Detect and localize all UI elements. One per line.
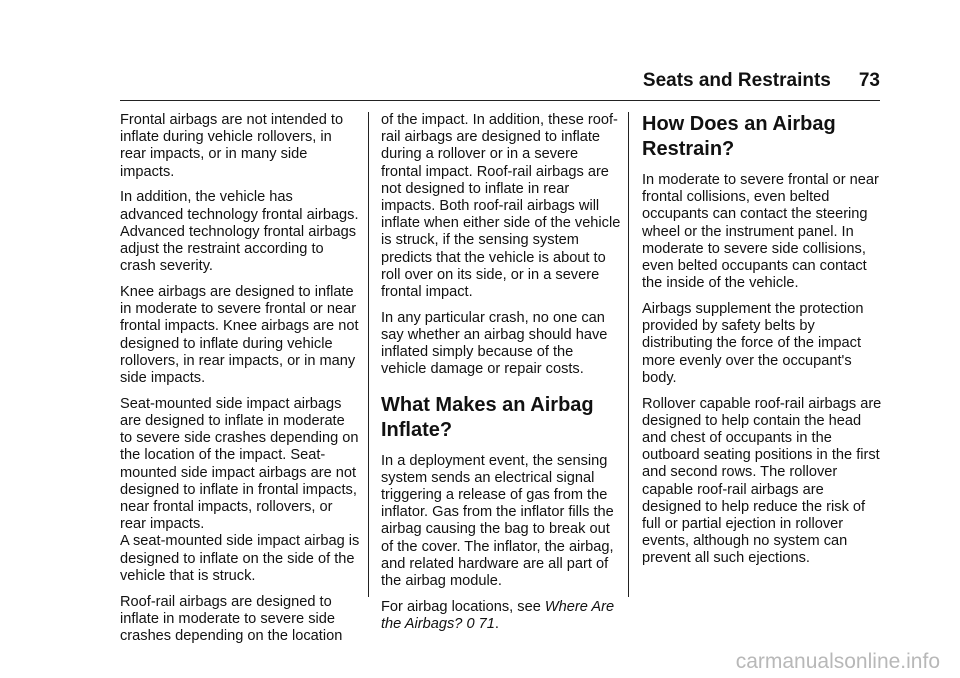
page-ref-number: 71 bbox=[478, 616, 495, 633]
column-divider bbox=[368, 112, 369, 597]
page-header bbox=[0, 70, 880, 92]
paragraph: Roof-rail airbags are designed to inflate in moderate to severe side crashes depending on the location bbox=[120, 593, 343, 645]
section-heading-what-makes-airbag-inflate: What Makes an Airbag Inflate? bbox=[381, 393, 594, 441]
paragraph: In moderate to severe frontal or near frontal collisions, even belted occupants can contact the steering wheel or the instrument panel. In moderate to severe side collisions, even belted occupants can contact the inside of the vehicle. bbox=[642, 172, 879, 292]
section-title: Seats and Restraints bbox=[642, 70, 831, 91]
paragraph-airbag-locations: For airbag locations, see Where Are the Airbags? 0 71. bbox=[381, 598, 615, 633]
paragraph: Airbags supplement the protection provided by safety belts by distributing the force of the impact more evenly over the occupant's body. bbox=[642, 301, 864, 386]
paragraph: In addition, the vehicle has advanced technology frontal airbags. Advanced technology frontal airbags adjust the restraint according to crash severity. bbox=[120, 189, 359, 275]
watermark: carmanualsonline.info bbox=[735, 650, 940, 673]
header-rule bbox=[120, 100, 880, 101]
paragraph: In a deployment event, the sensing system sends an electrical signal triggering a release of gas from the inflator. Gas from the inflator fills the airbag causing the bag to break out of the cover. The inflator, the airbag, and related hardware are all part of the airbag module. bbox=[381, 452, 614, 590]
column-1 bbox=[120, 112, 360, 654]
paragraph: A seat-mounted side impact airbag is designed to inflate on the side of the vehicle that is struck. bbox=[120, 533, 360, 584]
page-number: 73 bbox=[858, 70, 880, 91]
paragraph-text: For airbag locations, see bbox=[381, 598, 545, 615]
paragraph: Frontal airbags are not intended to inflate during vehicle rollovers, in rear impacts, or in many side impacts. bbox=[120, 112, 344, 180]
paragraph: In any particular crash, no one can say whether an airbag should have inflated simply because of the vehicle damage or repair costs. bbox=[381, 309, 608, 378]
paragraph: Knee airbags are designed to inflate in moderate to severe frontal or near frontal impacts. Knee airbags are not designed to inflate during vehicle rollovers, in rear impacts, or in many side impacts. bbox=[120, 284, 359, 387]
section-heading-how-does-airbag-restrain: How Does an Airbag Restrain? bbox=[642, 113, 836, 160]
column-3 bbox=[642, 112, 882, 576]
paragraph: Rollover capable roof-rail airbags are designed to help contain the head and chest of occupants in the outboard seating positions in the first and second rows. The rollover capable roof-rail airbags are designed to help reduce the risk of full or partial ejection in rollover events, although no system can prevent all such ejections. bbox=[642, 395, 882, 567]
page-ref-arrow-icon: 0 bbox=[466, 616, 475, 633]
paragraph: Seat-mounted side impact airbags are designed to inflate in moderate to severe side crashes depending on the location of the impact. Seat-mounted side impact airbags are not designed to inflate in frontal impacts, near frontal impacts, rollovers, or rear impacts. bbox=[120, 395, 359, 533]
cross-reference-link[interactable]: Where Are the Airbags? 0 71 bbox=[381, 598, 615, 633]
column-divider bbox=[628, 112, 629, 597]
column-2 bbox=[381, 112, 621, 642]
paragraph: of the impact. In addition, these roof-rail airbags are designed to inflate during a rollover or in a severe frontal impact. Roof-rail airbags are not designed to inflate in rear impacts. Both roof-rail airbags will inflate when either side of the vehicle is struck, if the sensing system predicts that the vehicle is about to roll over on its side, or in a severe frontal impact. bbox=[381, 112, 621, 301]
